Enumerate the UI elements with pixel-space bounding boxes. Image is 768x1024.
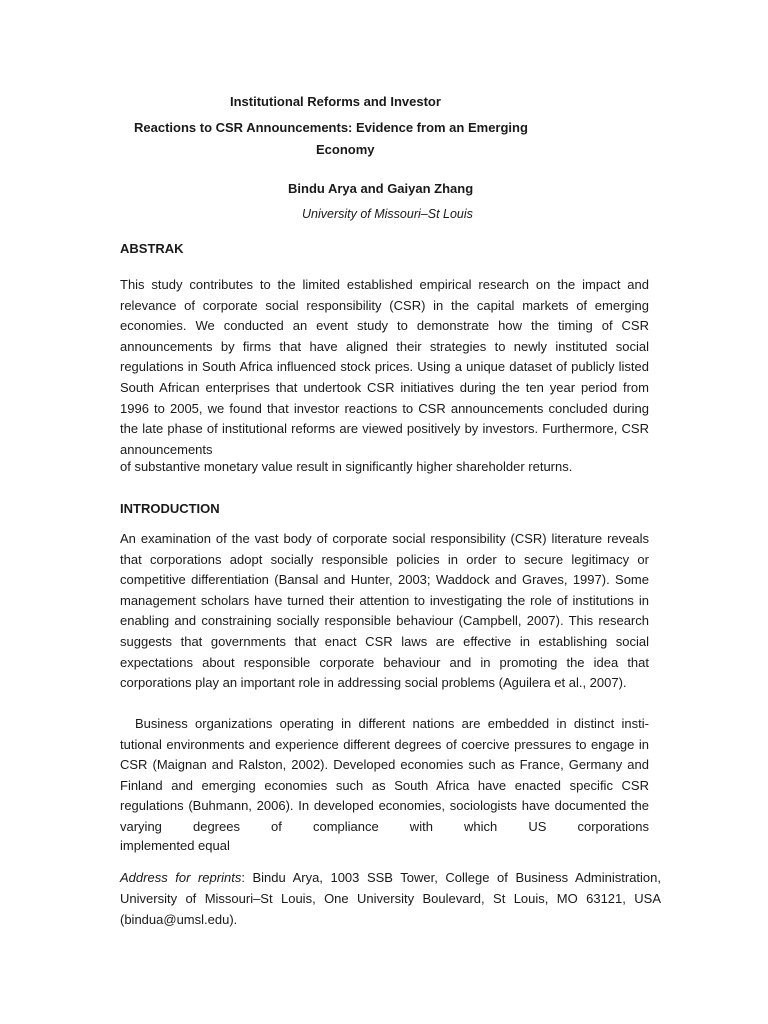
reprint-address [120, 867, 661, 930]
authors: Bindu Arya and Gaiyan Zhang [288, 181, 474, 196]
paper-title-line-3: Economy [316, 142, 375, 157]
introduction-paragraph-2-text: Business organizations operating in different nations are embedded in distinct insti-tutional environments and experience different degrees of coercive pressures to engage in CSR (Maignan and Ralston, 2002). Developed economies such as France, Germany and Finland and emerging economies such as South Africa have enacted specific CSR regulations (Buhmann, 2006). In developed economies, sociologists have documented the varying degrees of compliance with which US corporations [120, 716, 649, 834]
introduction-paragraph-2 [120, 714, 649, 838]
introduction-paragraph-1: An examination of the vast body of corporate social responsibility (CSR) literature reveals that corporations adopt socially responsible policies in order to secure legitimacy or competitive differentiation (Bansal and Hunter, 2003; Waddock and Graves, 1997). Some management scholars have turned their attention to investigating the role of institutions in enabling and constraining socially responsible behaviour (Campbell, 2007). This research suggests that governments that enact CSR laws are effective in establishing social expectations about responsible corporate behaviour and in promoting the idea that corporations play an important role in addressing social problems (Aguilera et al., 2007). [120, 531, 649, 691]
abstract-heading: ABSTRAK [120, 241, 184, 256]
abstract-body: This study contributes to the limited established empirical research on the impact and relevance of corporate social responsibility (CSR) in the capital markets of emerging economies. We conducted an event study to demonstrate how the timing of CSR announcements by firms that have aligned their strategies to newly instituted social regulations in South Africa influenced stock prices. Using a unique dataset of publicly listed South African enterprises that undertook CSR initiatives during the ten year period from 1996 to 2005, we found that investor reactions to CSR announcements concluded during the late phase of institutional reforms are viewed positively by investors. Furthermore, CSR announcements [120, 277, 649, 457]
reprint-address-label: Address for reprints [120, 870, 242, 885]
affiliation: University of Missouri–St Louis [302, 207, 473, 221]
reprint-address-text: : Bindu Arya, 1003 SSB Tower, College of Business Administration, University of Missouri–St Louis, One University Boulevard, St Louis, MO 63121, USA (bindua@umsl.edu). [120, 870, 662, 927]
introduction-heading: INTRODUCTION [120, 501, 220, 516]
introduction-paragraph-2-tail: implemented equal [120, 838, 230, 853]
abstract-tail: of substantive monetary value result in significantly higher shareholder returns. [120, 459, 573, 474]
paper-title-line-1: Institutional Reforms and Investor [230, 94, 441, 109]
paper-title-line-2: Reactions to CSR Announcements: Evidence from an Emerging [134, 120, 528, 135]
